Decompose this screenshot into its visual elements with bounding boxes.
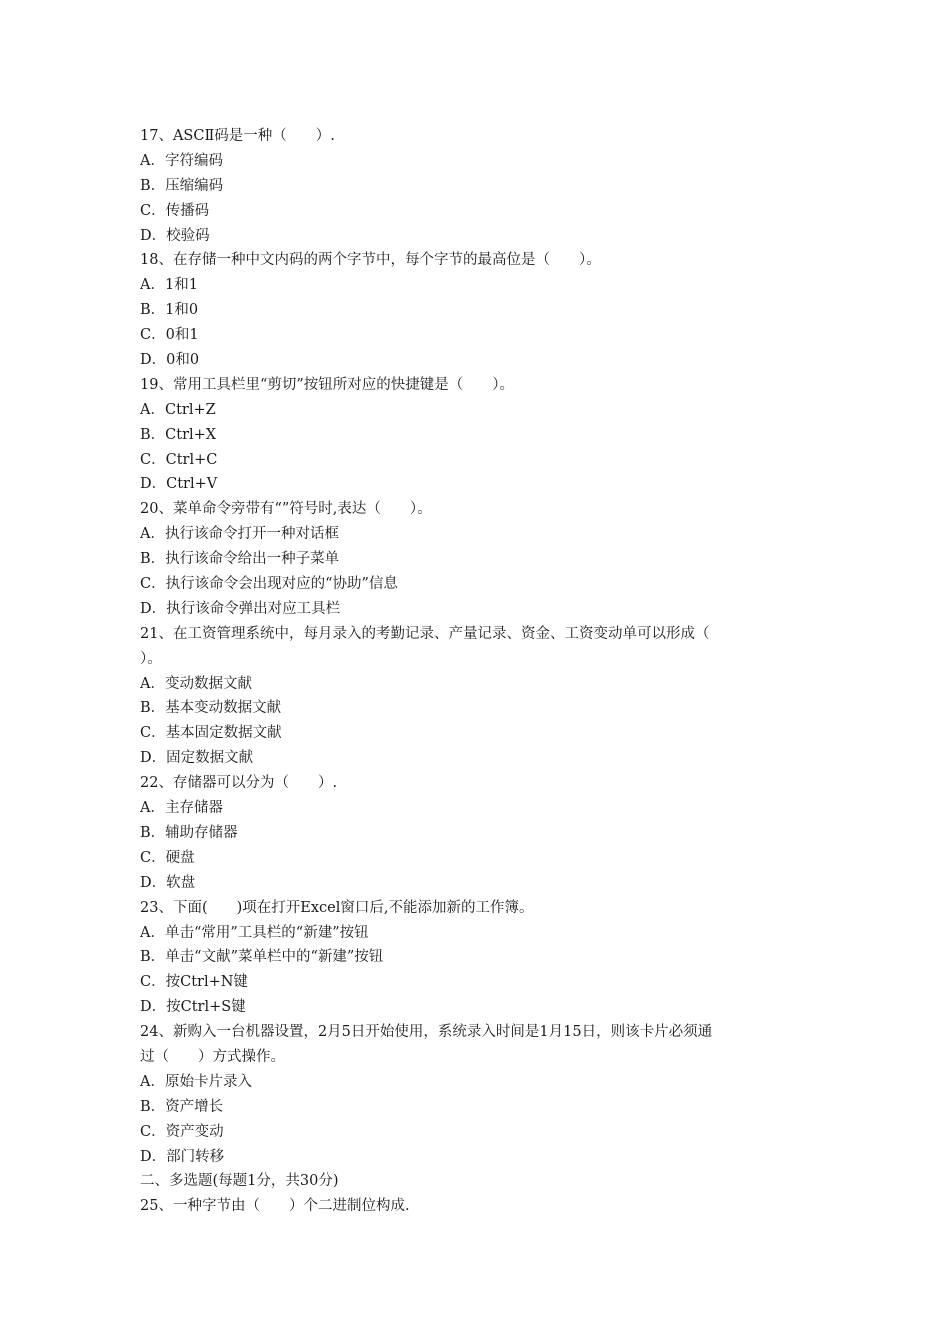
- question-23-option-c: C．按Ctrl+N键: [140, 974, 248, 991]
- question-21-option-d: D．固定数据文献: [140, 750, 254, 767]
- question-17-option-a: A．字符编码: [140, 152, 223, 169]
- question-23-option-b: B．单击“文献”菜单栏中的“新建”按钮: [140, 949, 384, 966]
- question-21-option-c: C．基本固定数据文献: [140, 725, 282, 742]
- question-21-stem: 21、在工资管理系统中，每月录入的考勤记录、产量记录、资金、工资变动单可以形成（: [140, 625, 710, 642]
- question-21-stem-continued: ）。: [140, 650, 162, 667]
- question-17-option-d: D．校验码: [140, 227, 210, 244]
- question-24-option-b: B．资产增长: [140, 1098, 224, 1115]
- question-18-stem: 18、在存储一种中文内码的两个字节中，每个字节的最高位是（ ）。: [140, 252, 601, 269]
- question-20-option-a: A．执行该命令打开一种对话框: [140, 526, 339, 543]
- question-20-stem: 20、菜单命令旁带有“”符号时,表达（ ）。: [140, 501, 432, 518]
- question-24-stem: 24、新购入一台机器设置，2月5日开始使用，系统录入时间是1月15日，则该卡片必须通: [140, 1024, 713, 1041]
- question-25-stem: 25、一种字节由（ ）个二进制位构成.: [140, 1198, 410, 1215]
- question-17-option-b: B．压缩编码: [140, 177, 224, 194]
- question-23-option-d: D．按Ctrl+S键: [140, 999, 246, 1016]
- question-22-option-d: D．软盘: [140, 874, 196, 891]
- question-18-option-d: D．0和0: [140, 352, 200, 369]
- question-23-stem: 23、下面( )项在打开Excel窗口后,不能添加新的工作簿。: [140, 899, 534, 916]
- question-22-option-c: C．硬盘: [140, 849, 195, 866]
- question-24-option-a: A．原始卡片录入: [140, 1073, 252, 1090]
- document-page: [140, 124, 820, 1219]
- question-24-option-c: C．资产变动: [140, 1123, 224, 1140]
- question-23-option-a: A．单击“常用”工具栏的“新建”按钮: [140, 924, 369, 941]
- question-21-option-a: A．变动数据文献: [140, 675, 252, 692]
- question-20-option-c: C．执行该命令会出现对应的“协助”信息: [140, 576, 398, 593]
- question-20-option-d: D．执行该命令弹出对应工具栏: [140, 600, 341, 617]
- question-19-option-c: C．Ctrl+C: [140, 451, 218, 468]
- question-19-option-d: D．Ctrl+V: [140, 476, 218, 493]
- question-18-option-b: B．1和0: [140, 302, 199, 319]
- question-18-option-c: C．0和1: [140, 327, 199, 344]
- question-20-option-b: B．执行该命令给出一种子菜单: [140, 551, 340, 568]
- question-19-option-b: B．Ctrl+X: [140, 426, 217, 443]
- question-19-option-a: A．Ctrl+Z: [140, 401, 216, 418]
- question-21-option-b: B．基本变动数据文献: [140, 700, 282, 717]
- question-22-option-b: B．辅助存储器: [140, 824, 238, 841]
- question-17-option-c: C．传播码: [140, 202, 210, 219]
- question-19-stem: 19、常用工具栏里“剪切”按钮所对应的快捷键是（ ）。: [140, 376, 515, 393]
- question-24-stem-continued: 过（ ）方式操作。: [140, 1048, 285, 1065]
- section-heading-multiple-choice: 二、多选题(每题1分，共30分): [140, 1173, 339, 1190]
- question-18-option-a: A．1和1: [140, 277, 198, 294]
- question-17-stem: 17、ASCⅡ码是一种（ ）.: [140, 128, 335, 144]
- question-24-option-d: D．部门转移: [140, 1148, 225, 1165]
- question-22-option-a: A．主存储器: [140, 800, 223, 817]
- question-22-stem: 22、存储器可以分为（ ）.: [140, 775, 338, 792]
